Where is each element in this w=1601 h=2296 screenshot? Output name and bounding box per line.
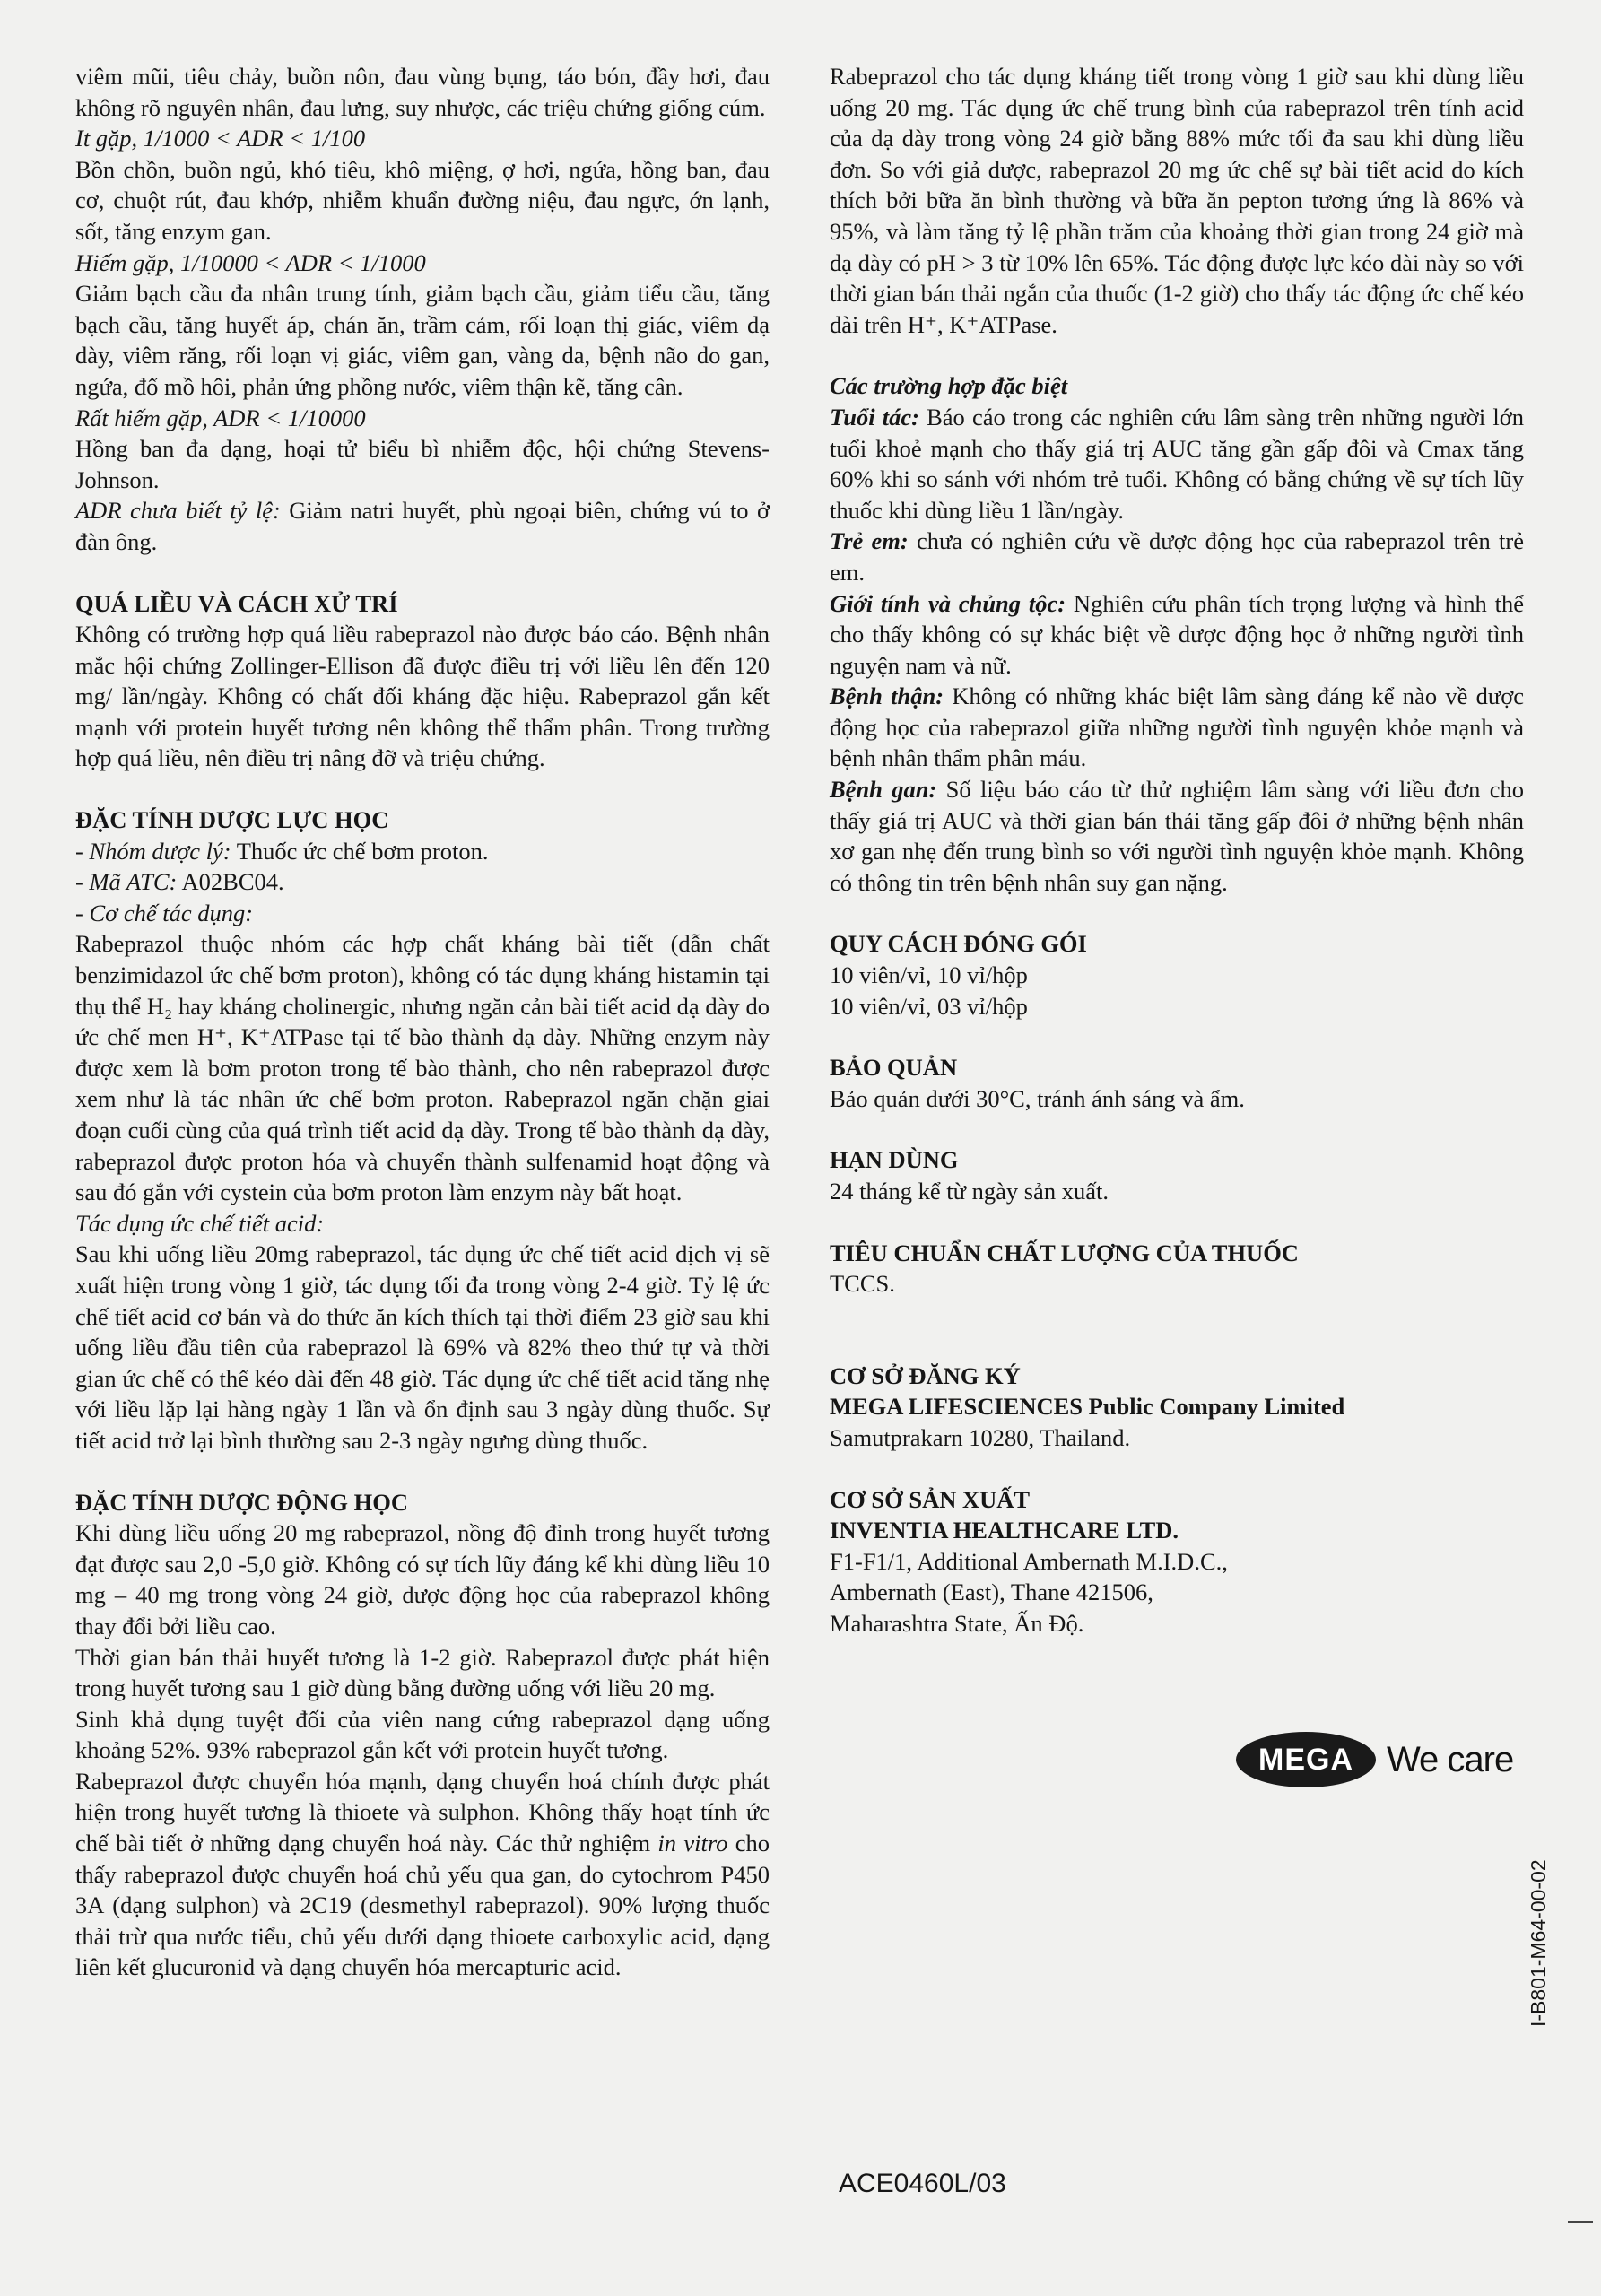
pk-text-4b: cho thấy rabeprazol được chuyển hoá chủ yếu qua gan, do cytochrom P450 3A (dạng sulphon) và 2C19 (desmethyl rabeprazol). 90% lượng thuốc thải trừ qua nước tiểu, chủ yếu dưới dạng thioete carboxylic acid, dạng liên kết glucuronid và dạng chuyển hóa mercapturic acid. [75,1830,770,1981]
gender-label: Giới tính và chủng tộc: [830,589,1066,617]
shelf-life-heading: HẠN DÙNG [830,1146,959,1174]
liver-label: Bệnh gan: [830,776,937,804]
footer-code: ACE0460L/03 [839,2169,1006,2198]
adr-very-rare-text: Hồng ban đa dạng, hoại tử biểu bì nhiễm độc, hội chứng Stevens-Johnson. [75,435,770,493]
shelf-life-text: 24 tháng kể từ ngày sản xuất. [830,1178,1109,1205]
pk-text-4 [75,1766,770,1983]
pd-mechanism-text: Rabeprazol thuộc nhóm các hợp chất kháng bài tiết (dẫn chất benzimidazol ức chế bơm proton), không có tác dụng kháng histamin tại thụ thể H₂ hay kháng cholinergic, nhưng ngăn cản bài tiết acid dạ dày do ức chế men H⁺, K⁺ATPase tại tế bào thành dạ dày. Những enzym này được xem là bơm proton trong tế bào thành, cho nên rabeprazol được xem như là tác nhân ức chế bơm proton. Rabeprazol ngăn chặn giai đoạn cuối cùng của quá trình tiết acid dạ dày. Trong tế bào thành dạ dày, rabeprazol được proton hóa và chuyển thành sulfenamid hoạt động và sau đó gắn với cystein của bơm proton làm enzym này bất hoạt. [75,930,770,1206]
elderly-paragraph [830,402,1524,526]
pd-group-label: - Nhóm dược lý: [75,837,231,865]
children-label: Trẻ em: [830,527,909,555]
crop-mark [1568,2221,1593,2223]
left-column [75,61,770,1983]
liver-paragraph [830,774,1524,898]
adr-rare-text: Giảm bạch cầu đa nhân trung tính, giảm bạch cầu, giảm tiểu cầu, tăng bạch cầu, tăng huyết áp, chán ăn, trầm cảm, rối loạn thị giác, viêm dạ dày, viêm răng, rối loạn vị giác, viêm gan, vàng da, bệnh não do gan, ngứa, đổ mồ hôi, phản ứng phồng nước, viêm thận kẽ, tăng cân. [75,280,770,400]
kidney-paragraph [830,681,1524,774]
packaging-heading: QUY CÁCH ĐÓNG GÓI [830,930,1087,958]
pk-text-2: Thời gian bán thải huyết tương là 1-2 giờ. Rabeprazol được phát hiện trong huyết tương sau 1 giờ dùng bằng đường uống với liều 20 mg. [75,1643,770,1702]
side-print-code: I-B801-M64-00-02 [1527,1859,1550,2027]
registrant-address: Samutprakarn 10280, Thailand. [830,1423,1131,1451]
manufacturer-address-2: Ambernath (East), Thane 421506, [830,1578,1153,1606]
manufacturer-address-3: Maharashtra State, Ấn Độ. [830,1609,1084,1637]
right-column [830,61,1524,1639]
adr-uncommon-text: Bồn chồn, buồn ngủ, khó tiêu, khô miệng, ợ hơi, ngứa, hồng ban, đau cơ, chuột rút, đau khớp, nhiễm khuẩn đường niệu, đau ngực, ớn lạnh, sốt, tăng enzym gan. [75,155,770,245]
adr-unknown-label: ADR chưa biết tỷ lệ: [75,497,281,525]
children-paragraph [830,526,1524,587]
adr-unknown-paragraph [75,495,770,557]
pd-atc [75,866,770,898]
manufacturer-address-1: F1-F1/1, Additional Ambernath M.I.D.C., [830,1547,1228,1575]
registrant-heading: CƠ SỞ ĐĂNG KÝ [830,1361,1021,1389]
packaging-line-1: 10 viên/vỉ, 10 vỉ/hộp [830,961,1028,989]
pk-text-3: Sinh khả dụng tuyệt đối của viên nang cứng rabeprazol dạng uống khoảng 52%. 93% rabeprazol gắn kết với protein huyết tương. [75,1705,770,1764]
pd-atc-text: A02BC04. [177,868,284,896]
gender-paragraph [830,588,1524,682]
kidney-label: Bệnh thận: [830,683,944,710]
storage-heading: BẢO QUẢN [830,1054,958,1082]
pd-acid-label: Tác dụng ức chế tiết acid: [75,1209,325,1237]
quality-standard-heading: TIÊU CHUẨN CHẤT LƯỢNG CỦA THUỐC [830,1239,1299,1266]
storage-text: Bảo quản dưới 30°C, tránh ánh sáng và ẩm. [830,1084,1245,1112]
pharmacokinetics-heading: ĐẶC TÍNH DƯỢC ĐỘNG HỌC [75,1488,409,1516]
manufacturer-heading: CƠ SỞ SẢN XUẤT [830,1485,1031,1513]
elderly-label: Tuổi tác: [830,403,919,430]
kidney-text: Không có những khác biệt lâm sàng đáng kể nào về dược động học của rabeprazol giữa những người tình nguyện khỏe mạnh và bệnh nhân thẩm phân máu. [830,683,1524,772]
mega-logo [1236,1732,1513,1787]
pd-acid-text: Sau khi uống liều 20mg rabeprazol, tác dụng ức chế tiết acid dịch vị sẽ xuất hiện trong vòng 1 giờ, tác dụng tối đa trong vòng 2-4 giờ. Tỷ lệ ức chế tiết acid cơ bản và do thức ăn kích thích tại thời điểm 23 giờ sau khi uống liều đầu tiên của rabeprazol là 69% và 82% theo thứ tự và thời gian ức chế có thể kéo dài đến 48 giờ. Tác dụng ức chế tiết acid tăng nhẹ với liều lặp lại hàng ngày 1 lần và ổn định sau 3 ngày dùng thuốc. Sự tiết acid trở lại bình thường sau 2-3 ngày ngưng dùng thuốc. [75,1240,770,1454]
children-text: chưa có nghiên cứu về dược động học của rabeprazol trên trẻ em. [830,527,1524,586]
elderly-text: Báo cáo trong các nghiên cứu lâm sàng trên những người lớn tuổi khoẻ mạnh cho thấy giá trị AUC tăng gần gấp đôi và Cmax tăng 60% khi so sánh với nhóm trẻ tuổi. Không có bằng chứng về sự tích lũy thuốc khi dùng liều 1 lần/ngày. [830,403,1524,524]
adr-common-continued: viêm mũi, tiêu chảy, buồn nôn, đau vùng bụng, táo bón, đầy hơi, đau không rõ nguyên nhân, đau lưng, suy nhược, các triệu chứng giống cúm. [75,63,770,121]
liver-text: Số liệu báo cáo từ thử nghiệm lâm sàng với liều đơn cho thấy giá trị AUC và thời gian bán thải tăng gấp đôi ở những bệnh nhân xơ gan nhẹ đến trung bình so với người tình nguyện khỏe mạnh. Không có thông tin trên bệnh nhân suy gan nặng. [830,776,1524,896]
adr-rare-heading: Hiếm gặp, 1/10000 < ADR < 1/1000 [75,248,426,276]
pd-group [75,836,770,867]
pd-group-text: Thuốc ức chế bơm proton. [231,837,489,865]
adr-uncommon-heading: It gặp, 1/1000 < ADR < 1/100 [75,125,366,152]
gender-text: Nghiên cứu phân tích trọng lượng và hình thể cho thấy không có sự khác biệt về dược động học ở những người tình nguyện nam và nữ. [830,589,1524,679]
special-cases-heading: Các trường hợp đặc biệt [830,372,1068,400]
adr-unknown-text: Giảm natri huyết, phù ngoại biên, chứng vú to ở đàn ông. [75,497,770,555]
mega-logo-oval: MEGA [1236,1732,1376,1787]
registrant-name: MEGA LIFESCIENCES Public Company Limited [830,1393,1345,1421]
pk-text-1: Khi dùng liều uống 20 mg rabeprazol, nồng độ đỉnh trong huyết tương đạt được sau 2,0 -5,0 giờ. Không có sự tích lũy đáng kể khi dùng liều 10 mg – 40 mg trong vòng 24 giờ, dược động học của rabeprazol không thay đổi bởi liều cao. [75,1519,770,1639]
quality-standard-text: TCCS. [830,1270,895,1298]
manufacturer-name: INVENTIA HEALTHCARE LTD. [830,1517,1179,1544]
antisecretory-text: Rabeprazol cho tác dụng kháng tiết trong vòng 1 giờ sau khi dùng liều uống 20 mg. Tác dụng ức chế trung bình của rabeprazol trên tính acid của dạ dày trong vòng 24 giờ bằng 88% mức tối đa sau khi dùng liều đơn. So với giả dược, rabeprazol 20 mg ức chế sự bài tiết acid do kích thích bởi bữa ăn bình thường và bữa ăn pepton tương ứng là 86% và 95%, và làm tăng tỷ lệ phần trăm của khoảng thời gian trong 24 giờ mà dạ dày có pH > 3 từ 10% lên 65%. Tác động được lực kéo dài này so với thời gian bán thải ngắn của thuốc (1-2 giờ) cho thấy tác động ức chế kéo dài trên H⁺, K⁺ATPase. [830,63,1524,338]
pd-mechanism-label: - Cơ chế tác dụng: [75,899,254,926]
pk-in-vitro: in vitro [657,1830,728,1857]
overdose-heading: QUÁ LIỀU VÀ CÁCH XỬ TRÍ [75,589,398,617]
overdose-text: Không có trường hợp quá liều rabeprazol nào được báo cáo. Bệnh nhân mắc hội chứng Zollinger-Ellison đã được điều trị với liều lên đến 120 mg/ lần/ngày. Không có chất đối kháng đặc hiệu. Rabeprazol gắn kết mạnh với protein huyết tương nên không thể thẩm phân. Trong trường hợp quá liều, nên điều trị nâng đỡ và triệu chứng. [75,621,770,772]
mega-tagline: We care [1387,1739,1514,1779]
adr-very-rare-heading: Rất hiếm gặp, ADR < 1/10000 [75,404,366,431]
pharmacodynamics-heading: ĐẶC TÍNH DƯỢC LỰC HỌC [75,806,389,834]
pd-atc-label: - Mã ATC: [75,868,178,896]
pk-text-4a: Rabeprazol được chuyển hóa mạnh, dạng chuyển hoá chính được phát hiện trong huyết tương là thioete và sulphon. Không thấy hoạt tính ức chế bài tiết ở những dạng chuyển hoá này. Các thử nghiệm [75,1767,770,1857]
packaging-line-2: 10 viên/vỉ, 03 vỉ/hộp [830,992,1028,1020]
